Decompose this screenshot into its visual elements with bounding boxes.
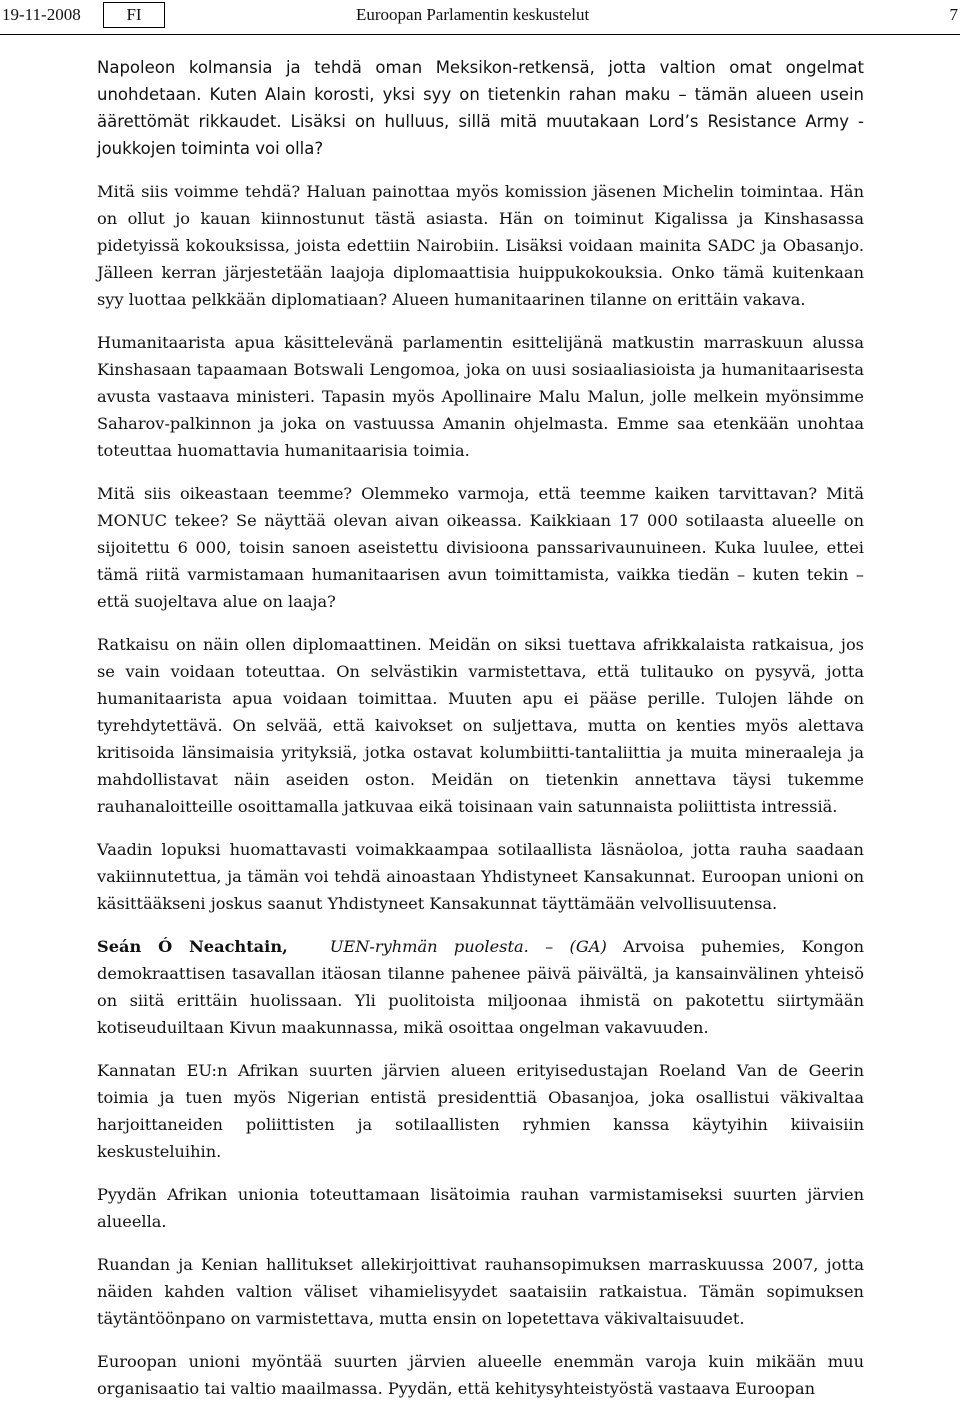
paragraph: Humanitaarista apua käsittelevänä parlamentin esittelijänä matkustin marraskuun alussa Kinshasaan tapaamaan Botswali Lengomoa, joka on uusi sosiaaliasioista ja humanitaarisesta avusta vastaava ministeri. Tapasin myös Apollinaire Malu Malun, jolle melkein myönsimme Saharov-palkinnon ja joka on vastuussa Amanin ohjelmasta. Emme saa etenkään unohtaa toteuttaa huomattavia humanitaarisia toimia. [97,333,864,460]
paragraph: Vaadin lopuksi huomattavasti voimakkaampaa sotilaallista läsnäoloa, jotta rauha saadaan vakiinnutettua, ja tämän voi tehdä ainoastaan Yhdistyneet Kansakunnat. Euroopan unioni on käsittääkseni joskus saanut Yhdistyneet Kansakunnat täyttämään velvollisuutensa. [97,840,864,913]
paragraph: Mitä siis oikeastaan teemme? Olemmeko varmoja, että teemme kaiken tarvittavan? Mitä MONUC tekee? Se näyttää olevan aivan oikeassa. Kaikkiaan 17 000 sotilaasta alueelle on sijoitettu 6 000, toisin sanoen aseistettu divisioona panssarivaunuineen. Kuka luulee, ettei tämä riitä varmistamaan humanitaarisen avun toimittamista, vaikka tiedän – kuten tekin – että suojeltava alue on laaja? [97,484,864,611]
header-date: 19-11-2008 [2,5,81,24]
document-body [97,54,864,1402]
paragraph: Mitä siis voimme tehdä? Haluan painottaa myös komission jäsenen Michelin toimintaa. Hän on ollut jo kauan kiinnostunut tästä asiasta. Hän on toiminut Kigalissa ja Kinshasassa pidetyissä kokouksissa, joista edettiin Nairobiin. Lisäksi voidaan mainita SADC ja Obasanjo. Jälleen kerran järjestetään laajoja diplomaattisia huippukokouksia. Onko tämä kuitenkaan syy luottaa pelkkään diplomatiaan? Alueen humanitaarinen tilanne on erittäin vakava. [97,182,864,309]
paragraph: Pyydän Afrikan unionia toteuttamaan lisätoimia rauhan varmistamiseksi suurten järvien alueella. [97,1185,864,1231]
paragraph: Kannatan EU:n Afrikan suurten järvien alueen erityisedustajan Roeland Van de Geerin toimia ja tuen myös Nigerian entistä presidenttiä Obasanjoa, joka osallistui väkivaltaa harjoittaneiden poliittisten ja sotilaallisten ryhmien kanssa käytyihin kiivaisiin keskusteluihin. [97,1061,864,1161]
paragraph: Napoleon kolmansia ja tehdä oman Meksikon-retkensä, jotta valtion omat ongelmat unohdetaan. Kuten Alain korosti, yksi syy on tietenkin rahan maku – tämän alueen usein äärettömät rikkaudet. Lisäksi on hulluus, sillä mitä muutakaan Lord’s Resistance Army -joukkojen toiminta voi olla? [97,58,864,158]
language-code-box: FI [103,2,165,28]
speaker-first-text: Arvoisa puhemies, Kongon demokraattisen tasavallan itäosan tilanne pahenee päivä päivältä, ja kansainvälinen yhteisö on siitä erittäin huolissaan. Yli puolitoista miljoonaa ihmistä on pakotettu siirtymään kotiseuduiltaan Kivun maakunnassa, mikä osoittaa ongelman vakavuuden. [97,937,864,1037]
page-number: 7 [949,5,958,24]
paragraph: Ratkaisu on näin ollen diplomaattinen. Meidän on siksi tuettava afrikkalaista ratkaisua, jos se vain voidaan toteuttaa. On selvästikin varmistettava, että tulitauko on pysyvä, jotta humanitaarista apua voidaan toimittaa. Muuten apu ei pääse perille. Tulojen lähde on tyrehdytettävä. On selvää, että kaivokset on suljettava, mutta on kenties myös alettava kritisoida länsimaisia yrityksiä, jotka ostavat kolumbiitti-tantaliittia ja muita mineraaleja ja mahdollistavat näin aseiden oston. Meidän on tietenkin annettava täysi tukemme rauhanaloitteille osoittamalla jatkuvaa eikä toisinaan vain satunnaista poliittista intressiä. [97,635,864,816]
speaker-name: Seán Ó Neachtain, [97,937,288,956]
paragraph: Ruandan ja Kenian hallitukset allekirjoittivat rauhansopimuksen marraskuussa 2007, jotta näiden kahden valtion väliset vihamielisyydet saataisiin ratkaistua. Tämän sopimuksen täytäntöönpano on varmistettava, mutta ensin on lopetettava väkivaltaisuudet. [97,1255,864,1328]
publication-title: Euroopan Parlamentin keskustelut [356,5,590,24]
speaker-affiliation: UEN-ryhmän puolesta. – (GA) [329,937,607,956]
page-header [0,0,960,35]
paragraph: Euroopan unioni myöntää suurten järvien alueelle enemmän varoja kuin mikään muu organisaatio tai valtio maailmassa. Pyydän, että kehitysyhteistyöstä vastaava Euroopan [97,1352,864,1398]
speaker-paragraph [97,933,864,1041]
